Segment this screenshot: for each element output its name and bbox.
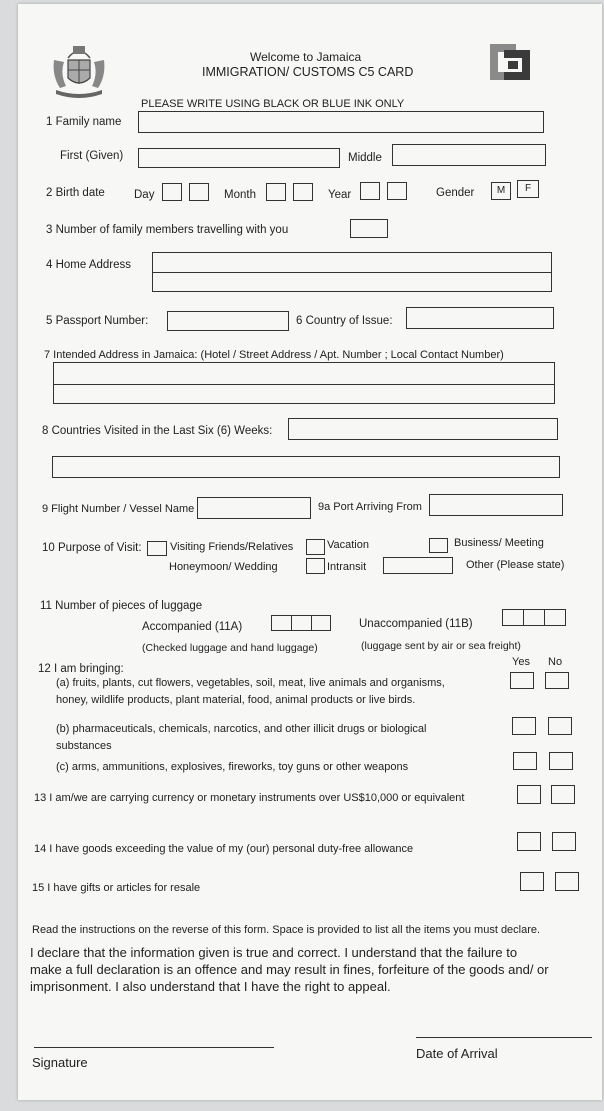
- coat-of-arms-icon: [48, 40, 110, 100]
- label-purpose-visiting: Visiting Friends/Relatives: [170, 541, 294, 553]
- label-country-of-issue: 6 Country of Issue:: [296, 315, 393, 327]
- label-q13: 13 I am/we are carrying currency or monetary instruments over US$10,000 or equivalent: [34, 792, 465, 804]
- purpose-visiting-checkbox[interactable]: [147, 541, 167, 556]
- accompanied-divider-1: [291, 615, 292, 631]
- item-a-no-checkbox[interactable]: [545, 672, 569, 689]
- flight-number-field[interactable]: [197, 497, 311, 519]
- read-instructions-text: Read the instructions on the reverse of this form. Space is provided to list all the items you must declare.: [32, 924, 541, 936]
- label-purpose-vacation: Vacation: [327, 539, 369, 551]
- welcome-text: Welcome to Jamaica: [250, 50, 362, 64]
- item-c-yes-checkbox[interactable]: [513, 752, 537, 770]
- label-item-a-line2: honey, wildlife products, plant material, food, animal products or live birds.: [56, 694, 416, 706]
- label-day: Day: [134, 189, 155, 201]
- day-digit-1[interactable]: [162, 183, 182, 201]
- item-b-yes-checkbox[interactable]: [512, 717, 536, 735]
- label-month: Month: [224, 189, 256, 201]
- label-countries-visited: 8 Countries Visited in the Last Six (6) Weeks:: [42, 425, 273, 437]
- label-q14: 14 I have goods exceeding the value of my (our) personal duty-free allowance: [34, 843, 414, 855]
- middle-name-field[interactable]: [392, 144, 546, 166]
- year-digit-2[interactable]: [387, 182, 407, 200]
- q14-no-checkbox[interactable]: [552, 832, 576, 851]
- label-purpose-of-visit: 10 Purpose of Visit:: [42, 542, 142, 554]
- label-purpose-honeymoon: Honeymoon/ Wedding: [169, 561, 278, 573]
- ink-instruction: PLEASE WRITE USING BLACK OR BLUE INK ONLY: [141, 98, 405, 110]
- purpose-other-field[interactable]: [383, 557, 453, 574]
- label-family-name: 1 Family name: [46, 116, 122, 128]
- label-no: No: [548, 656, 563, 668]
- label-purpose-other: Other (Please state): [466, 559, 565, 571]
- family-members-field[interactable]: [350, 219, 388, 238]
- declaration-line-2: make a full declaration is an offence and may result in fines, forfeiture of the goods and/ or: [30, 962, 549, 977]
- q15-no-checkbox[interactable]: [555, 872, 579, 891]
- q13-no-checkbox[interactable]: [551, 785, 575, 804]
- label-gender: Gender: [436, 187, 475, 199]
- label-flight-number: 9 Flight Number / Vessel Name: [42, 503, 195, 515]
- label-middle: Middle: [348, 152, 382, 164]
- label-accompanied: Accompanied (11A): [142, 621, 243, 633]
- unaccompanied-divider-2: [544, 609, 545, 626]
- label-item-b-line1: (b) pharmaceuticals, chemicals, narcotics, and other illicit drugs or biological: [56, 723, 427, 735]
- label-luggage-count: 11 Number of pieces of luggage: [40, 600, 203, 612]
- label-signature: Signature: [32, 1055, 88, 1070]
- day-digit-2[interactable]: [189, 183, 209, 201]
- label-intended-address: 7 Intended Address in Jamaica: (Hotel / Street Address / Apt. Number ; Local Contact Number): [44, 349, 504, 361]
- item-b-no-checkbox[interactable]: [548, 717, 572, 735]
- label-date-of-arrival: Date of Arrival: [416, 1046, 498, 1061]
- label-passport-number: 5 Passport Number:: [46, 315, 149, 327]
- label-item-a-line1: (a) fruits, plants, cut flowers, vegetables, soil, meat, live animals and organisms,: [56, 677, 445, 689]
- q14-yes-checkbox[interactable]: [517, 832, 541, 851]
- label-item-c: (c) arms, ammunitions, explosives, fireworks, toy guns or other weapons: [56, 761, 409, 773]
- intended-address-divider: [53, 384, 555, 385]
- year-digit-1[interactable]: [360, 182, 380, 200]
- month-digit-2[interactable]: [293, 183, 313, 201]
- passport-number-field[interactable]: [167, 311, 289, 331]
- date-of-arrival-line: [416, 1037, 592, 1038]
- label-family-members: 3 Number of family members travelling with you: [46, 224, 289, 236]
- label-home-address: 4 Home Address: [46, 259, 132, 271]
- customs-logo-icon: [486, 42, 534, 82]
- label-unaccompanied-note: (luggage sent by air or sea freight): [361, 640, 521, 652]
- label-port-arriving: 9a Port Arriving From: [318, 501, 422, 513]
- family-name-field[interactable]: [138, 111, 544, 133]
- label-q15: 15 I have gifts or articles for resale: [32, 882, 201, 894]
- label-purpose-intransit: Intransit: [327, 561, 367, 573]
- countries-visited-field[interactable]: [288, 418, 558, 440]
- label-year: Year: [328, 189, 352, 201]
- item-c-no-checkbox[interactable]: [549, 752, 573, 770]
- country-of-issue-field[interactable]: [406, 307, 554, 329]
- q13-yes-checkbox[interactable]: [517, 785, 541, 804]
- gender-m-box[interactable]: M: [491, 182, 511, 200]
- purpose-vacation-checkbox[interactable]: [306, 539, 325, 555]
- port-arriving-field[interactable]: [429, 494, 563, 516]
- signature-line: [34, 1047, 274, 1048]
- label-yes: Yes: [512, 656, 530, 668]
- form-title: IMMIGRATION/ CUSTOMS C5 CARD: [202, 65, 414, 79]
- purpose-business-checkbox[interactable]: [429, 538, 448, 553]
- label-birth-date: 2 Birth date: [46, 187, 105, 199]
- label-accompanied-note: (Checked luggage and hand luggage): [142, 642, 318, 654]
- gender-f-box[interactable]: F: [517, 180, 539, 198]
- label-item-b-line2: substances: [56, 740, 112, 752]
- purpose-intransit-checkbox[interactable]: [306, 558, 325, 574]
- declaration-line-3: imprisonment. I also understand that I have the right to appeal.: [30, 979, 391, 994]
- label-bringing: 12 I am bringing:: [38, 663, 124, 675]
- declaration-line-1: I declare that the information given is true and correct. I understand that the failure to: [30, 945, 518, 960]
- home-address-divider: [152, 272, 552, 273]
- unaccompanied-field[interactable]: [502, 609, 566, 626]
- label-first-given: First (Given): [60, 150, 124, 162]
- countries-visited-field-2[interactable]: [52, 456, 560, 478]
- item-a-yes-checkbox[interactable]: [510, 672, 534, 689]
- q15-yes-checkbox[interactable]: [520, 872, 544, 891]
- label-purpose-business: Business/ Meeting: [454, 537, 544, 549]
- first-name-field[interactable]: [138, 148, 340, 168]
- customs-card: [18, 4, 602, 1100]
- unaccompanied-divider-1: [523, 609, 524, 626]
- month-digit-1[interactable]: [266, 183, 286, 201]
- accompanied-field[interactable]: [271, 615, 331, 631]
- intended-address-field[interactable]: [53, 362, 555, 404]
- accompanied-divider-2: [311, 615, 312, 631]
- label-unaccompanied: Unaccompanied (11B): [359, 618, 473, 630]
